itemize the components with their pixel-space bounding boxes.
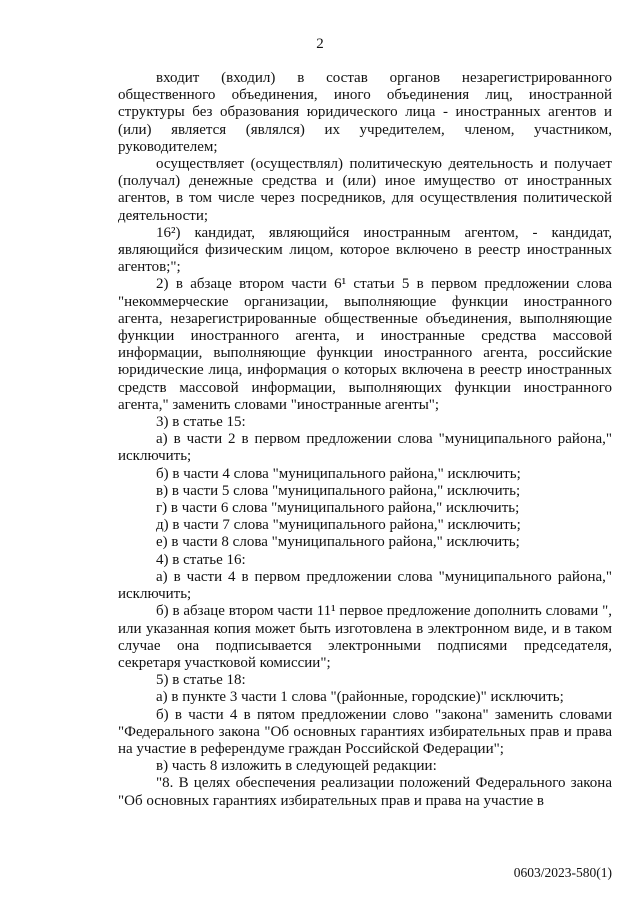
paragraph: 4) в статье 16: — [156, 551, 246, 568]
paragraph: 2) в абзаце втором части 6¹ статьи 5 в первом предложении слова "некоммерческие организации, выполняющие функции иностранного агента, незарегистрированные общественные объединения, выполняющие функции иностранного агента, и иностранные средства массовой информации, выполняющие функции иностранного агента, российские юридические лица, информация о которых включена в реестр иностранных средств массовой информации, выполняющих функции иностранного агента," заменить словами "иностранные агенты"; — [118, 276, 612, 413]
paragraph: "8. В целях обеспечения реализации положений Федерального закона "Об основных гарантиях избирательных прав и права на участие в — [118, 775, 612, 809]
paragraph: 3) в статье 15: — [156, 414, 246, 431]
paragraph: б) в части 4 слова "муниципального района," исключить; — [156, 465, 521, 482]
paragraph: 16²) кандидат, являющийся иностранным агентом, - кандидат, являющийся физическим лицом, которое включено в реестр иностранных агентов;"; — [118, 224, 612, 276]
paragraph: б) в части 4 в пятом предложении слово "закона" заменить словами "Федерального закона "Об основных гарантиях избирательных прав и права на участие в референдуме граждан Российской Федерации"; — [118, 706, 612, 757]
page-number: 2 — [316, 36, 324, 52]
paragraph: входит (входил) в состав органов незарегистрированного общественного объединения, иного объединения лиц, иностранной структуры без образования юридического лица - иностранных агентов и (или) является (являлся) их учредителем, членом, участником, руководителем; — [118, 70, 612, 155]
paragraph: в) в части 5 слова "муниципального района," исключить; — [156, 482, 521, 499]
paragraph: а) в части 4 в первом предложении слова "муниципального района," исключить; — [118, 568, 612, 603]
document-body — [118, 70, 612, 810]
paragraph: е) в части 8 слова "муниципального района," исключить; — [156, 534, 520, 551]
document-code: 0603/2023-580(1) — [513, 865, 612, 880]
paragraph: осуществляет (осуществлял) политическую деятельность и получает (получал) денежные средства и (или) иное имущество от иностранных агентов, в том числе через посредников, для осуществления политической деятельности; — [118, 156, 612, 224]
paragraph: а) в части 2 в первом предложении слова "муниципального района," исключить; — [118, 431, 612, 465]
paragraph: г) в части 6 слова "муниципального района," исключить; — [156, 500, 520, 517]
paragraph: 5) в статье 18: — [156, 672, 246, 689]
paragraph: а) в пункте 3 части 1 слова "(районные, городские)" исключить; — [156, 689, 564, 706]
paragraph: в) часть 8 изложить в следующей редакции: — [156, 758, 437, 775]
paragraph: д) в части 7 слова "муниципального района," исключить; — [156, 517, 521, 534]
paragraph: б) в абзаце втором части 11¹ первое предложение дополнить словами ", или указанная копия может быть изготовлена в электронном виде, и в таком случае она подписывается электронными подписями председателя, секретаря участковой комиссии"; — [118, 603, 612, 671]
